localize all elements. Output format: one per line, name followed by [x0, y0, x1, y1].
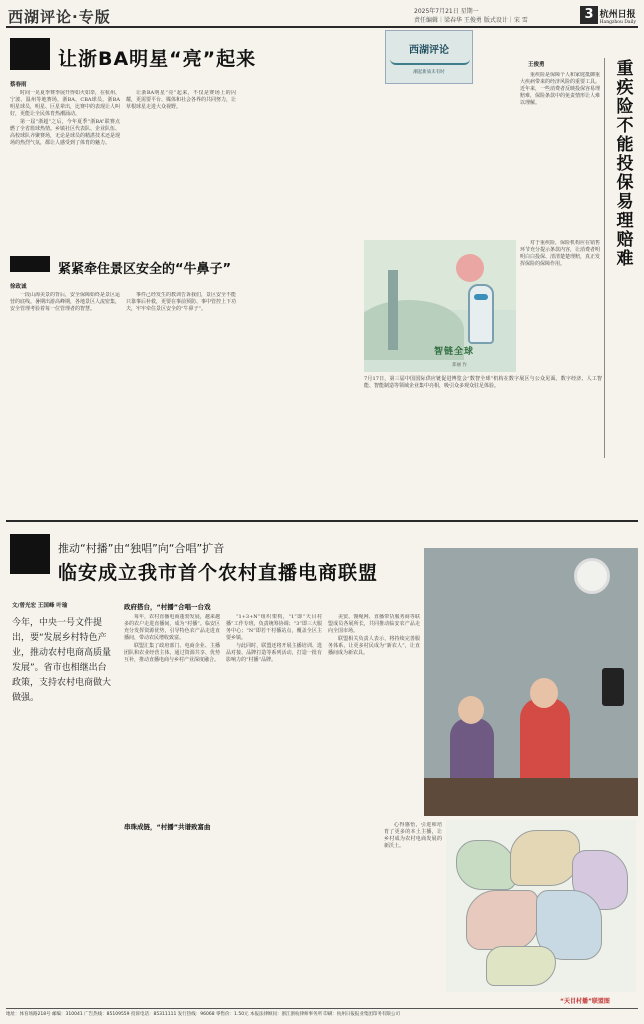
paragraph: 事件己经发生的教训告诉我们，景区安全不能只靠事后补救，更要在事前预防、事中管控上下功夫，牢牢牵住景区安全的“牛鼻子”。 [126, 292, 236, 312]
headline-accent-bar [10, 38, 50, 70]
sun-icon [456, 254, 484, 282]
paragraph: 心得感悟，引进和培育了更多的本土主播，让乡村成为农村电商发展的新沃土。 [384, 822, 442, 849]
article-insurance-col2 [520, 240, 600, 370]
byline-ba: 蔡春雨 [10, 82, 27, 88]
alliance-map [446, 820, 636, 992]
ring-light-icon [574, 558, 610, 594]
headline-accent-bar [10, 534, 50, 574]
phone-icon [602, 668, 624, 706]
paper-logo [600, 7, 636, 25]
paragraph: 与此同时，联盟还将开展主播培训、选品对接、品牌打造等系列活动，打造一批有影响力的“村播”品牌。 [226, 643, 322, 663]
paper-name-en: Hangzhou Daily [599, 20, 636, 25]
map-title: “天目村播”联盟图 [560, 998, 610, 1005]
headline-accent-bar [10, 256, 50, 272]
robot-icon [468, 284, 494, 344]
commentary-logo-subtitle: 潮起新质未有时 [413, 70, 445, 75]
paragraph: 一段山海美景的背后，安全保障始终是景区运营的底线。暑期出游高峰期，各地景区人流密集，安全管理考验着每一位管理者的智慧。 [10, 292, 120, 312]
article-ba-col2 [126, 90, 236, 250]
paragraph: 美贸、馒绳网、直播带货服务商等联盟成员各展所长，共同推动临安农产品走向全国市场。 [328, 614, 420, 634]
section-name: 西湖评论·专版 [8, 8, 111, 26]
paragraph: “1+3+N”组织架构，“1”即“天目村播”工作专班，负责统筹协调；“3”即三大服务中心；“N”即若干村播站点，覆盖全区主要乡镇。 [226, 614, 322, 641]
paragraph: 第一届“浙超”之后，今年夏季“浙BA”联赛点燃了全省篮球热情。乡镇社区代表队、企业队伍、高校球队齐聚赛场，无论是球员的精湛技术还是现场的热烈气氛，都让人感受到了体育的魅力。 [10, 119, 120, 146]
map-region [466, 890, 538, 950]
masthead [6, 6, 638, 28]
map-region [510, 830, 580, 886]
article-insurance-col1 [520, 72, 600, 232]
masthead-meta [414, 7, 574, 25]
feature-col1 [124, 614, 220, 814]
photo-person-head [458, 696, 484, 724]
tower-icon [388, 270, 398, 350]
issue-date: 2025年7月21日 星期一 [414, 8, 479, 15]
feature-subhead-1: 政府搭台，“村播”合唱一台戏 [124, 603, 211, 611]
paper-name: 杭州日报 [599, 10, 636, 20]
headline-nose: 紧紧牵住景区安全的“牛鼻子” [58, 262, 232, 277]
paragraph: 每年，农村直播电商蓬勃发展，越来越多的农户走进直播间，成为“村播”。临安区充分发挥资源优势，引导特色农产品走进直播间，带动农民增收致富。 [124, 614, 220, 641]
editors-line: 责任编辑｜梁春华 王俊勇 版式设计｜宋 雪 [414, 17, 528, 24]
feature-kicker: 推动“村播”由“独唱”向“合唱”扩音 [58, 542, 225, 555]
paragraph: 时间一晃夏季赛季展开得如火如荼，在杭州、宁波、温州等地赛场，浙BA、CBA球员、浙BA明星球员，明星、巨星辈出，比赛中的表现让人叫好，更能让全民体育热潮涌动。 [10, 90, 120, 117]
article-nose-col2 [126, 292, 236, 512]
map-region [486, 946, 556, 986]
paragraph: 联盟相关负责人表示，将持续完善服务体系，让更多村民成为“新农人”，让直播间成为新农具。 [328, 636, 420, 656]
feature-subhead-2: 串珠成链，“村播”共谱致富曲 [124, 823, 211, 831]
paragraph: 重疾险是保障个人和家庭抵御重大疾病带来的经济风险的重要工具。近年来，一些消费者反映投保容易理赔难，保险条款中的免责情形让人难以理解。 [520, 72, 600, 106]
commentary-logo-title: 西湖评论 [409, 45, 449, 56]
robot-eye [474, 294, 488, 300]
photo-table [424, 778, 638, 816]
photo-caption: 7月17日，第三届中国国际供应链促进博览会“数智全球”机构在数字展区与公众见面。数字经济、人工智能、智能制造等领域企业集中亮相，吸引众多观众驻足体验。 [364, 376, 602, 389]
illustration-credit: 郑丽 作 [452, 363, 467, 368]
feature-lead-column [12, 602, 112, 706]
illustration-caption: 智链全球 [434, 347, 475, 357]
feature-col4 [384, 822, 442, 992]
column-divider [604, 58, 605, 458]
page-number: 3 [580, 6, 598, 24]
paragraph: 联盟汇集了政府部门、电商企业、主播团队和农业经营主体，通过资源共享、优势互补，推动直播电商与乡村产业深度融合。 [124, 643, 220, 663]
byline-nose: 徐政诚 [10, 284, 27, 290]
headline-ba: 让浙BA明星“亮”起来 [58, 48, 257, 70]
commentary-logo [385, 30, 473, 84]
feature-headline: 临安成立我市首个农村直播电商联盟 [58, 562, 379, 584]
feature-lead: 今年，中央一号文件提出，要“发展乡村特色产业，推动农村电商高质量发展”。省市也相继出台政策，支持农村电商做大做强。 [12, 618, 112, 703]
map-region [456, 840, 516, 890]
paragraph: 让浙BA明星“亮”起来，不仅是赛场上的闪耀，更需要平台、媒体和社会各界的共同努力，让草根球星走进大众视野。 [126, 90, 236, 110]
wave-icon [390, 59, 470, 65]
headline-insurance: 重疾险不能投保易理赔难 [616, 59, 634, 269]
livestream-photo [424, 548, 638, 816]
byline-insurance: 王俊勇 [528, 62, 545, 68]
photo-person-head [530, 678, 558, 708]
paragraph: 对于重疾险，保险机构应在销售环节充分提示条款内容，让消费者明明白白投保、清清楚楚理赔，真正发挥保险的保障作用。 [520, 240, 600, 267]
article-nose-col1 [10, 292, 120, 512]
feature-col2 [226, 614, 322, 994]
article-ba-col1 [10, 90, 120, 250]
footer: 地址：体育场路218号 邮编：310041 广告热线：85109559 投诉电话：85311111 发行热线：96068 零售价：1.50元 本报法律顾问：浙江浙杭律师事务所 印刷：杭州日报报业集团印务有限公司 [6, 1008, 638, 1020]
illustration [364, 240, 516, 372]
feature-byline: 文/曾光宏 王国峰 叶瑜 [12, 603, 68, 609]
